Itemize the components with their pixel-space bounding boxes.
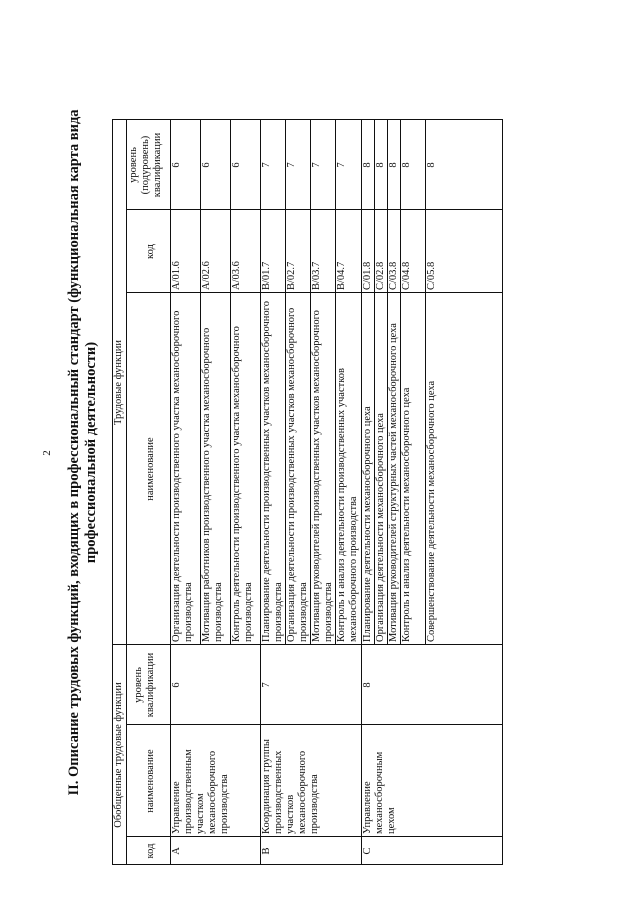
function-name: Организация деятельности производственного участка механосборочного производства (171, 310, 194, 642)
function-code: C/01.8 (362, 261, 373, 290)
header-level: уровень квалификации (133, 652, 156, 718)
function-level: 6 (171, 162, 182, 168)
function-code: A/03.6 (231, 261, 242, 290)
function-code: B/04.7 (336, 261, 347, 290)
function-level: 8 (388, 162, 399, 168)
function-code: C/05.8 (426, 261, 437, 290)
group-name: Управление производственным участком механосборочного производства (171, 749, 230, 834)
header-code: код (145, 843, 156, 859)
group-level: 8 (362, 682, 373, 688)
function-name: Мотивация руководителей структурных частей механосборочного цеха (388, 323, 399, 642)
function-code: B/02.7 (286, 261, 297, 290)
function-code: A/01.6 (171, 261, 182, 290)
header-divider-1 (126, 120, 127, 865)
function-code: B/01.7 (261, 261, 272, 290)
function-code: C/04.8 (401, 261, 412, 290)
function-level: 8 (426, 162, 437, 168)
group-name: Управление механосборочным цехом (362, 751, 397, 834)
group-code: A (171, 847, 182, 855)
column-divider (126, 292, 502, 293)
table-border-bottom (502, 119, 503, 865)
function-name: Планирование деятельности производственных участков механосборочного производства (261, 301, 284, 642)
group-name: Координация группы производственных участков механосборочного производства (261, 739, 320, 834)
header-function-level: уровень (подуровень) квалификации (128, 132, 163, 198)
column-divider (126, 724, 502, 725)
page-number: 2 (41, 450, 53, 456)
function-level: 6 (201, 162, 212, 168)
header-name: наименование (145, 749, 156, 813)
group-code: C (362, 847, 373, 855)
function-code: A/02.6 (201, 261, 212, 290)
section-title-line-1: II. Описание трудовых функций, входящих в профессиональный стандарт (функциональная карта вида (66, 109, 82, 796)
function-name: Планирование деятельности механосборочного цеха (362, 406, 373, 642)
column-divider (126, 836, 502, 837)
function-level: 8 (401, 162, 412, 168)
function-code: C/03.8 (388, 261, 399, 290)
function-name: Организация деятельности производственных участков механосборочного производства (286, 307, 309, 642)
header-labor-functions: Трудовые функции (113, 340, 124, 425)
group-code: B (261, 847, 272, 855)
function-name: Организация деятельности механосборочного цеха (375, 413, 386, 642)
function-name: Совершенствование деятельности механосборочного цеха (426, 380, 437, 642)
section-title (66, 100, 100, 805)
function-code: B/03.7 (311, 261, 322, 290)
function-name: Контроль деятельности производственного участка механосборочного производства (231, 326, 254, 642)
function-code: C/02.8 (375, 261, 386, 290)
function-level: 7 (261, 162, 272, 168)
section-title-line-2: профессиональной деятельности) (83, 341, 99, 564)
function-level: 7 (336, 162, 347, 168)
function-level: 7 (286, 162, 297, 168)
header-function-name: наименование (145, 437, 156, 501)
header-generalized-functions: Обобщенные трудовые функции (113, 682, 124, 828)
column-divider (126, 209, 502, 210)
function-level: 6 (231, 162, 242, 168)
function-name: Мотивация руководителей производственных участков механосборочного производства (311, 310, 334, 642)
function-name: Мотивация работников производственного участка механосборочного производства (201, 327, 224, 642)
function-level: 8 (375, 162, 386, 168)
header-function-code: код (145, 244, 156, 259)
group-level: 6 (171, 682, 182, 688)
functional-map-table (112, 75, 502, 865)
function-level: 8 (362, 162, 373, 168)
function-level: 7 (311, 162, 322, 168)
group-level: 7 (261, 682, 272, 688)
function-name: Контроль и анализ деятельности производственных участков механосборочного производства (336, 368, 359, 642)
function-name: Контроль и анализ деятельности механосборочного цеха (401, 387, 412, 642)
